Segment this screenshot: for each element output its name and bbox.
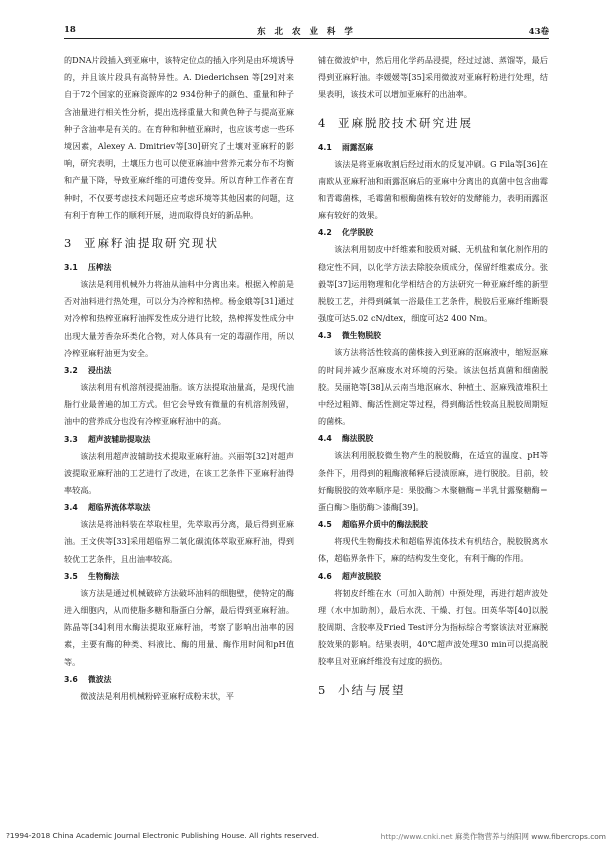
paragraph: 该法利用有机溶剂浸提油脂。该方法提取油量高，是现代油脂行业最普遍的加工方式。但它会导致有微量的有机溶剂残留，油中的营养成分也没有冷榨亚麻籽油中的高。 bbox=[64, 382, 294, 427]
subsection-title: 超声波脱胶 bbox=[342, 571, 381, 581]
paragraph: 该法是将亚麻收割后经过雨水的反复冲刷。G Fila等[36]在南欧从亚麻籽油和雨露沤麻后的亚麻中分离出的真菌中包含曲霉和青霉菌株，毛霉菌和根酶菌株有较好的发酵能力，表明雨露沤麻有较好的效果。 bbox=[318, 158, 548, 221]
watermark-text: 麻类作物营养与纳阳网 www.fibercrops.com bbox=[455, 832, 606, 841]
subsection-title: 酶法脱胶 bbox=[342, 434, 374, 444]
subsection-heading bbox=[64, 672, 294, 687]
section-number: 5 bbox=[318, 682, 326, 697]
section-number: 4 bbox=[318, 115, 326, 130]
paragraph: 将现代生物酶技术和超临界流体技术有机结合，脱胶脱离水体，超临界条件下，麻的结构发生变化，有利于酶的作用。 bbox=[318, 536, 548, 564]
page-footer bbox=[6, 831, 606, 840]
subsection-heading bbox=[318, 517, 548, 532]
subsection-title: 微波法 bbox=[88, 674, 112, 684]
subsection-number: 4.5 bbox=[318, 520, 332, 530]
subsection-title: 化学脱胶 bbox=[342, 228, 374, 238]
subsection-heading bbox=[64, 363, 294, 378]
section-heading bbox=[318, 683, 548, 697]
subsection-number: 3.1 bbox=[64, 263, 78, 273]
section-title: 小结与展望 bbox=[338, 682, 406, 697]
section-heading bbox=[318, 116, 548, 130]
subsection-heading bbox=[64, 260, 294, 275]
cnki-link[interactable]: http://www.cnki.net bbox=[380, 832, 453, 841]
subsection-number: 3.5 bbox=[64, 571, 78, 581]
footer-links bbox=[381, 831, 606, 842]
subsection-title: 浸出法 bbox=[88, 366, 112, 376]
subsection-title: 超声波辅助提取法 bbox=[88, 434, 151, 444]
subsection-title: 超临界介质中的酶法脱胶 bbox=[342, 520, 428, 530]
subsection-heading bbox=[318, 569, 548, 584]
paragraph: 该方法将活性较高的菌株接入到亚麻的沤麻液中，缩短沤麻的时间并减少沤麻废水对环境的污染。该法包括真菌和细菌脱胶。吴丽艳等[38]从云南当地沤麻水、种植土、沤麻残渣堆积土中经过粗筛、酶活性测定等过程，得到酶活性较高且脱胶周期短的菌株。 bbox=[318, 347, 548, 427]
right-column bbox=[318, 52, 548, 707]
subsection-number: 4.3 bbox=[318, 331, 332, 341]
subsection-number: 3.4 bbox=[64, 503, 78, 513]
subsection-number: 3.6 bbox=[64, 674, 78, 684]
paragraph: 将韧皮纤维在水（可加入助剂）中预处理，再进行超声波处理（水中加助剂），最后水洗、干燥、打包。田英华等[40]以脱胶周期、含胶率及Fried Test评分为指标综合考察该法对亚麻脱胶效果的影响。结果表明，40℃超声波处理30 min可以提高脱胶率且对亚麻纤维没有过度的损伤。 bbox=[318, 587, 548, 667]
paragraph: 该法利用超声波辅助技术提取亚麻籽油。兴丽等[32]对超声波提取亚麻籽油的工艺进行了改进，在该工艺条件下亚麻籽油得率较高。 bbox=[64, 450, 294, 496]
subsection-number: 4.6 bbox=[318, 571, 332, 581]
subsection-heading bbox=[318, 328, 548, 343]
paragraph: 该法利用脱胶微生物产生的脱胶酶，在适宜的温度、pH等条件下，用得到的粗酶液稀释后浸渍原麻，进行脱胶。目前，较好酶脱胶的效率顺序是：果胶酶＞木聚糖酶＝半乳甘露聚糖酶＝蛋白酶＞脂肪酶＞漆酶[39]。 bbox=[318, 450, 548, 513]
subsection-heading bbox=[64, 569, 294, 584]
subsection-heading bbox=[318, 431, 548, 446]
section-number: 3 bbox=[64, 236, 72, 251]
subsection-number: 4.4 bbox=[318, 434, 332, 444]
paragraph: 该法是将油料装在萃取柱里，先萃取再分离，最后得到亚麻油。王文侠等[33]采用超临界二氧化碳流体萃取亚麻籽油，得到较优工艺条件，且出油率较高。 bbox=[64, 519, 294, 564]
paragraph: 的DNA片段插入到亚麻中，该特定位点的插入序列是由环境诱导的，并且该片段具有高特异性。A. Diederichsen 等[29]对来自于72个国家的亚麻资源库的2 934份种子的颜色、重量和种子含油量进行相关性分析，提出选择重量大和黄色种子与提高亚麻种子含油率是有关的。在育种和种植亚麻时，也应该考虑一些环境因素，Alexey A. Dmitriev等[30]研究了土壤对亚麻籽的影响，研究表明，土壤压力也可以使亚麻油中营养元素分布不均衡和产量下降，导致亚麻纤维的可遗传变异。所以育种工作者在育种时，不仅要考虑技术问题还应考虑环境等其他因素的问题，这有利于育种工作的顺利开展，进而取得良好的新品种。 bbox=[64, 55, 294, 220]
section-title: 亚麻脱胶技术研究进展 bbox=[338, 115, 473, 130]
subsection-title: 微生物脱胶 bbox=[342, 331, 381, 341]
subsection-number: 3.2 bbox=[64, 366, 78, 376]
subsection-number: 4.1 bbox=[318, 142, 332, 152]
subsection-title: 雨露沤麻 bbox=[342, 142, 374, 152]
paragraph: 该法利用韧皮中纤维素和胶质对碱、无机盐和氧化剂作用的稳定性不同，以化学方法去除胶杂质成分，保留纤维素成分。张毅等[37]运用物理和化学相结合的方法研究一种亚麻纤维的新型脱胶工艺，并得到碱氧一浴最佳工艺条件，脱胶后亚麻纤维断裂强度可达5.02 cN/dtex，细度可达2 400 Nm。 bbox=[318, 244, 548, 324]
subsection-heading bbox=[318, 225, 548, 240]
subsection-title: 生物酶法 bbox=[88, 571, 120, 581]
journal-name: 东 北 农 业 科 学 bbox=[257, 27, 356, 37]
subsection-heading bbox=[64, 500, 294, 515]
subsection-title: 压榨法 bbox=[88, 263, 112, 273]
paragraph: 该方法是通过机械破碎方法破坏油料的细胞壁，使特定的酶进入细胞内，从而使脂多糖和脂蛋白分解，最后得到亚麻籽油。陈晶等[34]利用水酶法提取亚麻籽油，考察了影响出油率的因素，主要有酶的种类、料液比、酶的用量、酶作用时间和pH值等。 bbox=[64, 587, 294, 667]
subsection-heading bbox=[64, 432, 294, 447]
left-column bbox=[64, 52, 294, 705]
subsection-title: 超临界流体萃取法 bbox=[88, 503, 151, 513]
paragraph: 该法是利用机械外力将油从油料中分离出来。根据入榨前是否对油料进行热处理，可以分为冷榨和热榨。杨金娥等[31]通过对冷榨和热榨亚麻籽油挥发性成分进行比较，热榨挥发性成分中出现大量芳香杂环类化合物，对人体具有一定的毒副作用，所以冷榨亚麻籽油更为安全。 bbox=[64, 279, 294, 358]
subsection-heading bbox=[318, 140, 548, 155]
section-heading bbox=[64, 236, 294, 250]
running-header bbox=[64, 22, 549, 39]
section-title: 亚麻籽油提取研究现状 bbox=[84, 236, 219, 251]
paragraph: 微波法是利用机械粉碎亚麻籽成粉末状，平 bbox=[80, 690, 234, 701]
copyright-notice: ?1994-2018 China Academic Journal Electronic Publishing House. All rights reserved. bbox=[6, 831, 320, 840]
page-number: 18 bbox=[64, 25, 76, 35]
paragraph: 铺在微波炉中，然后用化学药品浸提，经过过滤、蒸馏等，最后得到亚麻籽油。李媛媛等[35]采用微波对亚麻籽粉进行处理，结果表明，该技术可以增加亚麻籽的出油率。 bbox=[318, 55, 548, 100]
subsection-number: 3.3 bbox=[64, 434, 78, 444]
volume-label: 43卷 bbox=[528, 27, 549, 37]
subsection-number: 4.2 bbox=[318, 228, 332, 238]
